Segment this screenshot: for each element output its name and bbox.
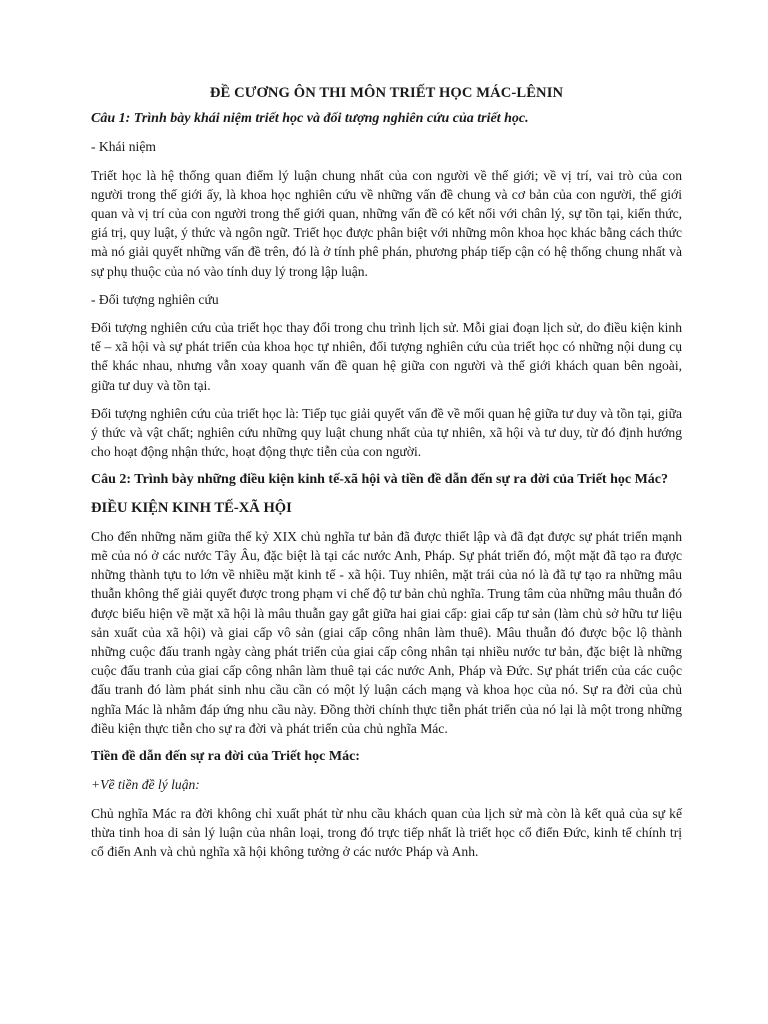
- q2-section-premises: Tiền đề dẫn đến sự ra đời của Triết học Mác:: [91, 749, 360, 765]
- document-title: ĐỀ CƯƠNG ÔN THI MÔN TRIẾT HỌC MÁC-LÊNIN: [209, 85, 564, 101]
- question-2-heading: Câu 2: Trình bày những điều kiện kinh tế-xã hội và tiền đề dẫn đến sự ra đời của Triết học Mác?: [91, 472, 668, 488]
- q1-paragraph-definition: Triết học là hệ thống quan điểm lý luận chung nhất của con người về thế giới; về vị trí, vai trò của con người trong thế giới ấy, là khoa học nghiên cứu về những vấn đề chung và cơ bản của con người, thế giới quan và vị trí của con người trong thế giới quan, những vấn đề có kết nối với chân lý, sự tồn tại, kiến thức, giá trị, quy luật, ý thức và ngôn ngữ. Triết học được phân biệt với những môn khoa học khác bằng cách thức mà nó giải quyết những vấn đề trên, đó là ở tính phê phán, phương pháp tiếp cận có hệ thống chung nhất và sự phụ thuộc của nó vào tính duy lý trong lập luận.: [91, 167, 682, 279]
- question-1-heading: Câu 1: Trình bày khái niệm triết học và đối tượng nghiên cứu của triết học.: [91, 111, 529, 127]
- q2-subheading-theory: +Về tiền đề lý luận:: [91, 777, 200, 793]
- q2-paragraph-socioeconomic: Cho đến những năm giữa thế kỷ XIX chủ nghĩa tư bản đã được thiết lập và đã đạt được sự phát triển mạnh mẽ của nó ở các nước Tây Âu, đặc biệt là tại các nước Anh, Pháp. Sự phát triển đó, một mặt đã tạo ra được những thành tựu to lớn về nhiều mặt kinh tế - xã hội. Tuy nhiên, mặt trái của nó là đã tự tạo ra những mâu thuẫn không thể giải quyết được trong phạm vi chế độ tư bản chủ nghĩa. Trung tâm của những mâu thuẫn đó được biểu hiện về mặt xã hội là mâu thuẫn gay gắt giữa hai giai cấp: giai cấp tư sản (làm chủ sở hữu tư liệu sản xuất của xã hội) và giai cấp vô sản (giai cấp công nhân làm thuê). Mâu thuẫn đó được bộc lộ thành những cuộc đấu tranh ngày càng phát triển của giai cấp công nhân tại nhiều nước tư bản, đặc biệt là những cuộc đấu tranh của giai cấp công nhân làm thuê tại các nước Anh, Pháp và Đức. Sự phát triển của các cuộc đấu tranh đó làm phát sinh nhu cầu cần có một lý luận cách mạng và khoa học của nó. Sự ra đời của chủ nghĩa Mác là nhằm đáp ứng nhu cầu này. Đồng thời chính thực tiễn phát triển của nó lại là một trong những điều kiện thực tiễn cho sự ra đời và phát triển của chủ nghĩa Mác.: [91, 528, 682, 736]
- q1-paragraph-object-history: Đối tượng nghiên cứu của triết học thay đổi trong chu trình lịch sử. Mỗi giai đoạn lịch sử, do điều kiện kinh tế – xã hội và sự phát triển của khoa học tự nhiên, đối tượng nghiên cứu của triết học có những nội dung cụ thể khác nhau, nhưng vẫn xoay quanh vấn đề quan hệ giữa con người và thế giới khách quan bên ngoài, giữa tư duy và tồn tại.: [91, 320, 682, 393]
- q1-paragraph-object-definition: Đối tượng nghiên cứu của triết học là: Tiếp tục giải quyết vấn đề về mối quan hệ giữa tư duy và tồn tại, giữa ý thức và vật chất; nghiên cứu những quy luật chung nhất của tự nhiên, xã hội và tư duy, từ đó định hướng cho hoạt động nhận thức, hoạt động thực tiễn của con người.: [91, 405, 682, 460]
- q1-subheading-object: - Đối tượng nghiên cứu: [91, 291, 219, 307]
- q1-subheading-concept: - Khái niệm: [91, 139, 156, 155]
- q2-section-socioeconomic: ĐIỀU KIỆN KINH TẾ-XÃ HỘI: [91, 499, 292, 516]
- q2-paragraph-theory: Chủ nghĩa Mác ra đời không chỉ xuất phát từ nhu cầu khách quan của lịch sử mà còn là kết quả của sự kế thừa tinh hoa di sản lý luận của nhân loại, trong đó trực tiếp nhất là triết học cổ điển Đức, kinh tế chính trị cổ điển Anh và chủ nghĩa xã hội không tưởng ở các nước Pháp và Anh.: [91, 805, 682, 859]
